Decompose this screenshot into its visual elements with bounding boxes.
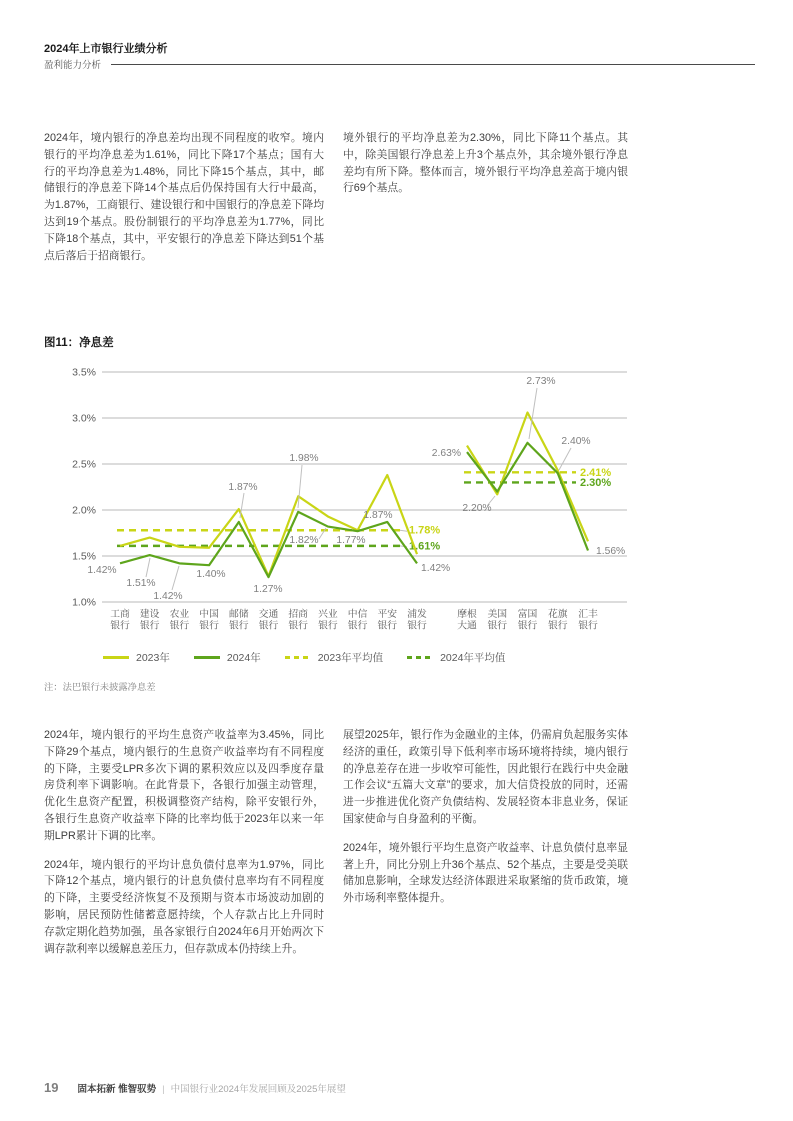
point-label: 1.51% — [126, 578, 156, 589]
legend-item — [103, 650, 170, 665]
point-label: 1.42% — [153, 591, 183, 602]
point-label: 1.98% — [289, 453, 319, 464]
average-value-label-2024: 2.30% — [580, 476, 612, 489]
x-category-label: 美国银行 — [487, 609, 508, 632]
x-category-label: 富国银行 — [517, 609, 538, 632]
x-category-label: 交通银行 — [258, 609, 279, 632]
chart-legend — [103, 650, 505, 665]
x-category-label: 摩根大通 — [457, 609, 477, 632]
footer-report-title: 中国银行业2024年发展回顾及2025年展望 — [170, 1084, 346, 1095]
x-category-label: 中信银行 — [347, 609, 368, 632]
legend-label: 2023年平均值 — [317, 652, 384, 664]
series-line-2024年 — [120, 512, 417, 577]
x-category-label: 建设银行 — [139, 609, 160, 632]
y-tick-label: 3.0% — [72, 412, 96, 425]
legend-line-swatch — [194, 656, 220, 659]
paragraph: 2024年，境内银行的平均计息负债付息率为1.97%，同比下降12个基点，境内银行的计息负债付息率均有不同程度的下降，主要受经济恢复不及预期与资本市场波动加剧的影响，居民预防性储蓄意愿持续，个人存款占比上升同时存款定期化趋势加强，虽各家银行自2024年6月开始两次下调存款利率以缓解息差压力，但存款成本仍持续上升。 — [44, 858, 324, 955]
paragraph: 2024年，境内银行的净息差均出现不同程度的收窄。境内银行的平均净息差为1.61%，同比下降17个基点；国有大行的平均净息差为1.48%，同比下降15个基点，其中，邮储银行的净息差下降14个基点后仍保持国有大行中最高，为1.87%，工商银行、建设银行和中国银行的净息差下降均达到19个基点。股份制银行的平均净息差为1.77%，同比下降18个基点，其中，平安银行的净息差下降达到51个基点后落后于招商银行。 — [44, 132, 324, 262]
legend-dashed-swatch — [407, 656, 433, 659]
legend-label: 2024年平均值 — [440, 652, 506, 664]
paragraph: 展望2025年，银行作为金融业的主体，仍需肩负起服务实体经济的重任，政策引导下低利率市场环境将持续，境内银行的净息差存在进一步收窄可能性，因此银行在践行中央金融工作会议“五篇大文章”的要求，加大信贷投放的同时，还需进一步推进优化资产负债结构、发展轻资本非息业务，保证国家使命与自身盈利的平衡。 — [343, 729, 628, 825]
x-category-label: 工商银行 — [110, 609, 130, 632]
point-label: 2.73% — [526, 376, 556, 387]
point-label: 1.42% — [421, 563, 451, 574]
average-value-label-2024: 1.61% — [409, 540, 441, 553]
chart-canvas — [40, 360, 680, 640]
x-category-label: 浦发银行 — [407, 609, 427, 632]
body-column-left — [44, 727, 324, 969]
y-tick-label: 2.0% — [72, 504, 96, 517]
legend-dashed-swatch — [285, 656, 311, 659]
x-category-label: 农业银行 — [169, 609, 190, 632]
figure-footnote: 注：法巴银行未披露净息差 — [44, 682, 156, 692]
legend-item — [194, 650, 261, 665]
point-label: 1.27% — [253, 584, 283, 595]
x-category-label: 汇丰银行 — [578, 609, 598, 632]
point-label: 1.87% — [363, 510, 393, 521]
x-category-label: 兴业银行 — [318, 609, 338, 632]
document-title: 2024年上市银行业绩分析 — [44, 43, 168, 55]
point-label: 1.82% — [289, 535, 319, 546]
point-label: 2.40% — [561, 436, 591, 447]
legend-item — [407, 650, 505, 665]
body-column-right — [343, 727, 628, 919]
net-interest-margin-chart — [40, 360, 680, 640]
legend-label: 2024年 — [226, 652, 261, 664]
intro-paragraph-right — [343, 130, 628, 209]
leader-line — [529, 388, 537, 439]
leader-line — [559, 448, 571, 470]
leader-line — [400, 530, 407, 531]
section-subtitle: 盈利能力分析 — [44, 60, 102, 71]
y-tick-label: 1.0% — [72, 596, 96, 609]
x-category-label: 花旗银行 — [547, 609, 568, 632]
intro-paragraph-left — [44, 130, 324, 276]
point-label: 1.40% — [196, 569, 226, 580]
leader-line — [172, 566, 179, 590]
y-tick-label: 2.5% — [72, 458, 96, 471]
paragraph: 2024年，境内银行的平均生息资产收益率为3.45%，同比下降29个基点，境内银行的生息资产收益率均有不同程度的下降，主要受LPR多次下调的累积效应以及四季度存量房贷利率下调影响。在此背景下，各银行加强主动管理，优化生息资产配置，积极调整资产结构，除平安银行外，各银行生息资产收益率下降的比率均低于2023年以来一年期LPR累计下调的比率。 — [44, 729, 324, 842]
legend-line-swatch — [103, 656, 129, 659]
header-rule — [111, 64, 755, 65]
section-header — [44, 57, 755, 71]
point-label: 1.42% — [87, 565, 117, 576]
figure-title: 图11：净息差 — [44, 337, 114, 349]
y-tick-label: 3.5% — [72, 366, 96, 379]
point-label: 1.87% — [228, 482, 258, 493]
point-label: 1.56% — [596, 546, 626, 557]
legend-item — [285, 650, 383, 665]
paragraph: 境外银行的平均净息差为2.30%，同比下降11个基点。其中，除美国银行净息差上升3个基点外，其余境外银行净息差均有所下降。整体而言，境外银行平均净息差高于境内银行69个基点。 — [343, 132, 628, 195]
footer-separator: | — [162, 1084, 165, 1095]
legend-label: 2023年 — [136, 652, 170, 664]
x-category-label: 平安银行 — [377, 609, 398, 632]
paragraph: 2024年，境外银行平均生息资产收益率、计息负债付息率显著上升，同比分别上升36个基点、52个基点，主要是受美联储加息影响，全球发达经济体跟进采取紧缩的货币政策，境外市场利率整体提升。 — [343, 841, 628, 905]
x-category-label: 邮储银行 — [229, 609, 249, 632]
x-category-label: 中国银行 — [199, 609, 219, 632]
x-category-label: 招商银行 — [288, 609, 308, 632]
leader-line — [298, 465, 302, 508]
y-tick-label: 1.5% — [72, 550, 96, 563]
page-number: 19 — [44, 1080, 59, 1095]
point-label: 2.63% — [431, 448, 461, 459]
point-label: 1.77% — [336, 535, 366, 546]
average-value-label-2023: 1.78% — [409, 524, 441, 537]
point-label: 2.20% — [462, 503, 492, 514]
footer-motto: 固本拓新 惟智驭势 — [77, 1084, 157, 1095]
page-footer — [44, 1080, 346, 1095]
average-value-label-2023: 2.41% — [580, 466, 612, 479]
leader-line — [146, 558, 150, 577]
